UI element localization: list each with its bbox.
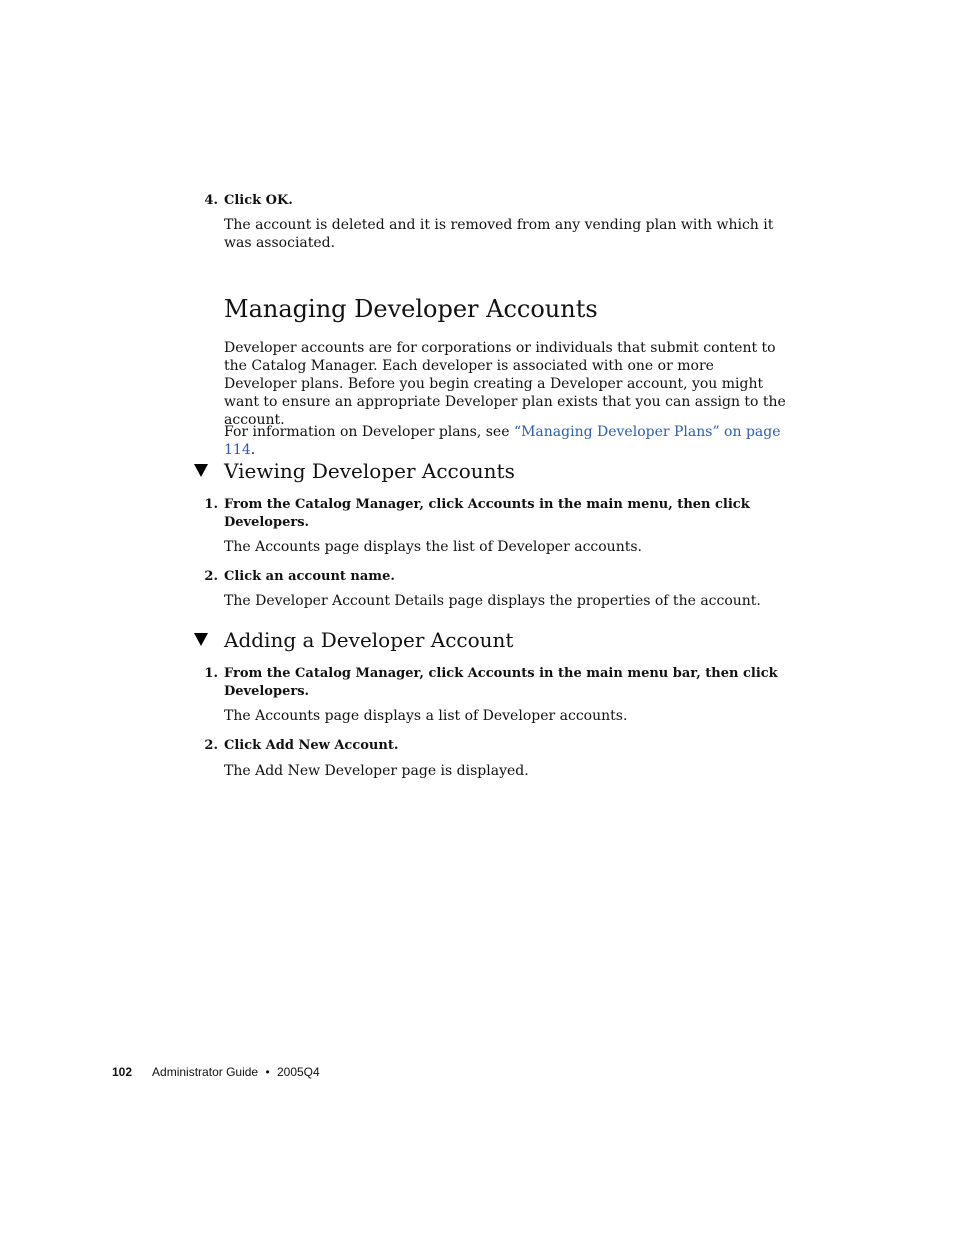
step-title: From the Catalog Manager, click Accounts in the main menu bar, then click Developers. [224,666,778,699]
section-heading: Managing Developer Accounts [224,295,598,323]
viewing-heading: Viewing Developer Accounts [224,459,515,483]
step-number: 2. [204,738,218,753]
step-title: Click OK. [224,193,293,208]
page-number: 102 [112,1065,133,1079]
step-result: The Accounts page displays a list of Developer accounts. [224,708,628,724]
book-title: Administrator Guide [152,1065,259,1079]
footer-separator: • [265,1065,270,1079]
step-result: The Add New Developer page is displayed. [224,763,529,779]
step-title: Click an account name. [224,569,395,584]
step-result: The account is deleted and it is removed from any vending plan with which it was associated. [224,217,774,251]
triangle-down-icon [194,464,208,477]
step-number: 2. [204,569,218,584]
step-result: The Developer Account Details page displays the properties of the account. [224,593,761,609]
step-number: 1. [204,497,218,512]
managing-developer-plans-link[interactable]: “Managing Developer Plans” on page 114 [224,424,781,458]
adding-heading: Adding a Developer Account [224,628,514,652]
step-title: Click Add New Account. [224,738,399,753]
triangle-down-icon [194,633,208,646]
info-prefix: For information on Developer plans, see [224,424,514,440]
section-info [224,423,789,459]
info-suffix: . [250,442,256,458]
step-title: From the Catalog Manager, click Accounts in the main menu, then click Developers. [224,497,750,530]
page-footer [112,1065,320,1079]
section-intro: Developer accounts are for corporations or individuals that submit content to the Catalog Manager. Each developer is associated with one or more Developer plans. Before you begin creating a Developer account, you might want to ensure an appropriate Developer plan exists that you can assign to the account. [224,340,786,428]
step-number: 1. [204,666,218,681]
book-version: 2005Q4 [276,1065,320,1079]
step-number: 4. [204,193,218,208]
step-result: The Accounts page displays the list of Developer accounts. [224,539,642,555]
